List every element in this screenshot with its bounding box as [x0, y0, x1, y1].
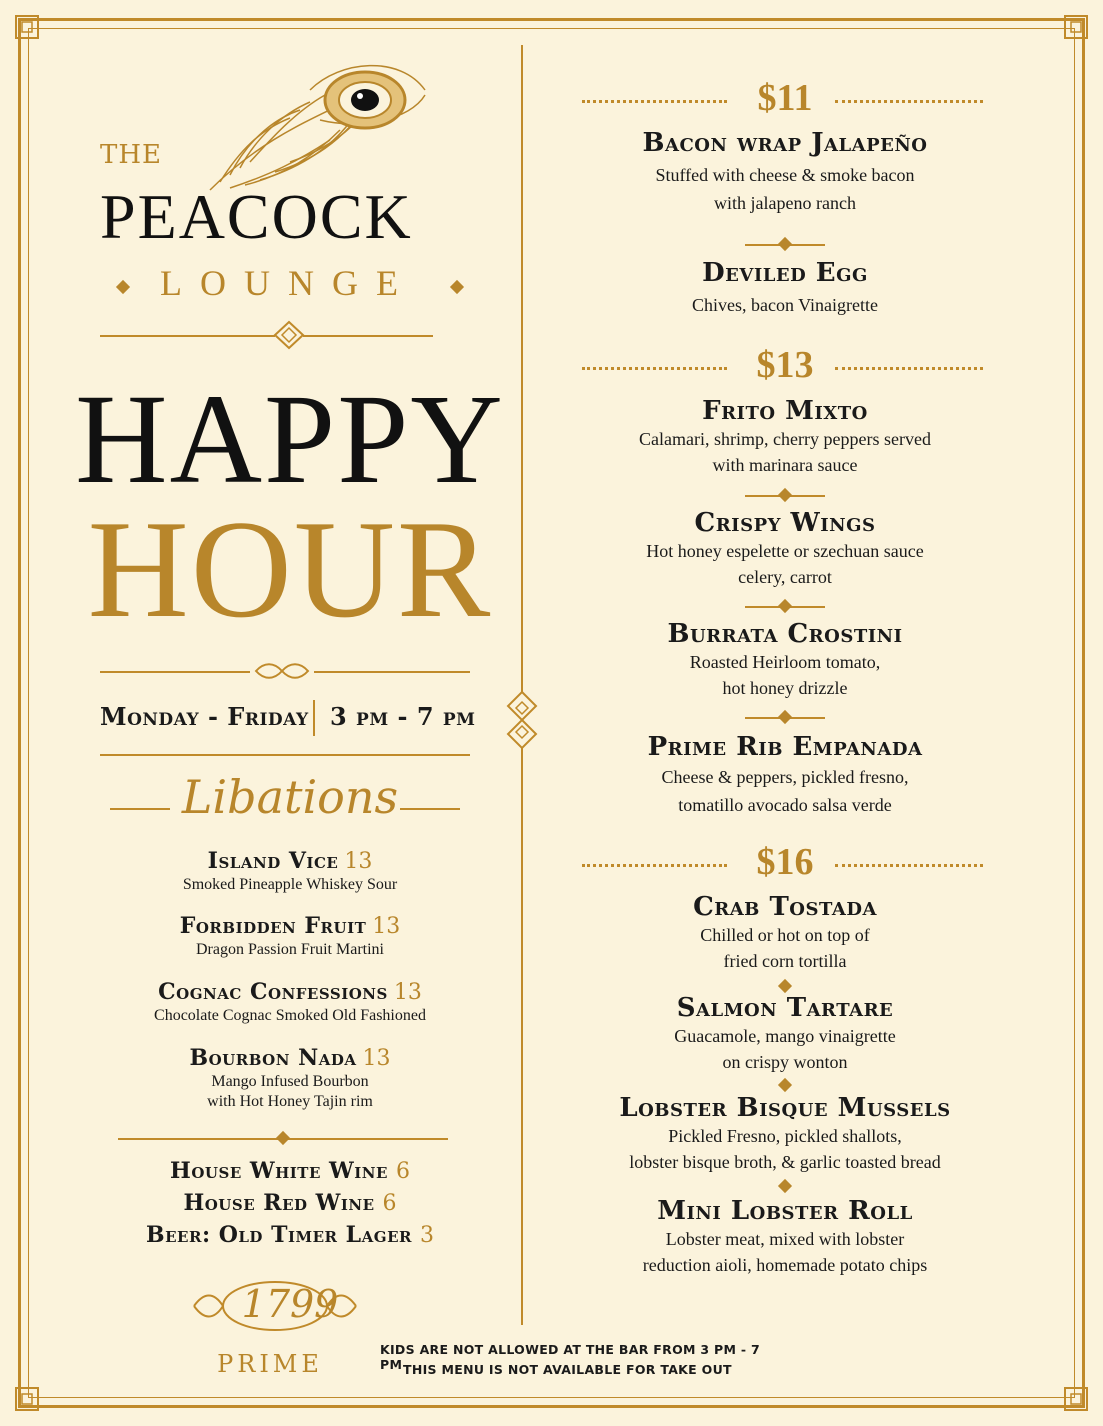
- wine-name: House White Wine: [170, 1158, 388, 1184]
- wine-item: [60, 1222, 520, 1248]
- wine-name: House Red Wine: [183, 1190, 375, 1216]
- divider-line: [100, 671, 250, 673]
- menu-item-desc: on crispy wonton: [722, 1052, 848, 1072]
- menu-item-desc: hot honey drizzle: [722, 678, 848, 698]
- divider-line: [100, 754, 470, 756]
- menu-item-name: Salmon Tartare: [676, 993, 894, 1023]
- wine-price: 6: [382, 1191, 397, 1216]
- logo-peacock: PEACOCK: [100, 181, 413, 252]
- menu-item-name: Deviled Egg: [702, 258, 868, 288]
- drink-desc: Mango Infused Bourbon: [211, 1073, 369, 1090]
- schedule-separator: [313, 700, 315, 736]
- menu-item-desc: tomatillo avocado salsa verde: [678, 795, 892, 815]
- brand-year: 1799: [241, 1282, 339, 1326]
- menu-item-desc: Guacamole, mango vinaigrette: [674, 1026, 896, 1046]
- drink-price: 13: [362, 1046, 391, 1071]
- footer-notice: THIS MENU IS NOT AVAILABLE FOR TAKE OUT: [403, 1362, 732, 1377]
- divider-knot-icon: [506, 690, 538, 750]
- menu-item-desc: fried corn tortilla: [723, 951, 847, 971]
- peacock-feather-icon: [200, 50, 430, 200]
- dotted-rule: [835, 367, 983, 370]
- happy-title: HAPPY: [75, 368, 505, 510]
- wine-item: [60, 1190, 520, 1216]
- menu-item-desc: Hot honey espelette or szechuan sauce: [646, 541, 924, 561]
- libations-heading: Libations: [181, 770, 399, 824]
- menu-item-desc: reduction aioli, homemade potato chips: [642, 1255, 928, 1275]
- menu-item-desc: Stuffed with cheese & smoke bacon: [655, 165, 915, 185]
- drink-desc: Chocolate Cognac Smoked Old Fashioned: [154, 1007, 426, 1024]
- drink-name: Cognac Confessions: [158, 979, 388, 1005]
- price-tier-heading: $13: [756, 344, 814, 386]
- dotted-rule: [835, 864, 983, 867]
- drink-name: Bourbon Nada: [189, 1045, 357, 1071]
- menu-item-name: Frito Mixto: [702, 396, 868, 426]
- divider-line: [400, 808, 460, 810]
- menu-item: [560, 128, 1010, 216]
- menu-item-name: Crispy Wings: [694, 508, 876, 538]
- drink-desc: Smoked Pineapple Whiskey Sour: [182, 876, 398, 893]
- menu-item-name: Lobster Bisque Mussels: [619, 1093, 951, 1123]
- menu-item-desc: celery, carrot: [738, 567, 832, 587]
- menu-item-desc: Lobster meat, mixed with lobster: [665, 1229, 905, 1249]
- ornament-icon: [273, 320, 305, 350]
- menu-item: [560, 508, 1010, 590]
- menu-item-desc: Chives, bacon Vinaigrette: [691, 295, 879, 315]
- drink-price: 13: [372, 914, 401, 939]
- wine-price: 3: [419, 1223, 434, 1248]
- price-tier-heading: $16: [756, 841, 814, 883]
- drink-item: [60, 848, 520, 894]
- footer-notice: KIDS ARE NOT ALLOWED AT THE BAR FROM 3 PM - 7 PM: [380, 1342, 761, 1372]
- schedule-times: 3 pm - 7 pm: [330, 702, 476, 731]
- menu-item-desc: with marinara sauce: [712, 455, 858, 475]
- corner-ornament-icon: [1045, 1368, 1091, 1414]
- wine-price: 6: [395, 1159, 410, 1184]
- menu-item: [560, 619, 1010, 701]
- menu-item: [560, 892, 1010, 974]
- menu-item-desc: Cheese & peppers, pickled fresno,: [661, 767, 909, 787]
- menu-item-desc: Roasted Heirloom tomato,: [689, 652, 881, 672]
- menu-item: [560, 732, 1010, 818]
- price-tier-heading: $11: [757, 77, 813, 119]
- menu-item-desc: Chilled or hot on top of: [700, 925, 870, 945]
- hour-title: HOUR: [87, 492, 493, 647]
- logo-the: THE: [100, 140, 162, 170]
- menu-item: [560, 993, 1010, 1075]
- corner-ornament-icon: [1045, 12, 1091, 58]
- corner-ornament-icon: [12, 1368, 58, 1414]
- brand-prime: PRIME: [217, 1350, 323, 1378]
- schedule-days: Monday - Friday: [100, 702, 309, 731]
- menu-item-name: Burrata Crostini: [667, 619, 903, 649]
- dotted-rule: [835, 100, 983, 103]
- menu-item-desc: lobster bisque broth, & garlic toasted bread: [629, 1152, 941, 1172]
- drink-desc: with Hot Honey Tajin rim: [207, 1093, 373, 1110]
- drink-desc: Dragon Passion Fruit Martini: [196, 941, 384, 958]
- drink-name: Forbidden Fruit: [179, 913, 367, 939]
- drink-price: 13: [393, 980, 422, 1005]
- menu-item: [560, 396, 1010, 478]
- menu-item-name: Bacon wrap Jalapeño: [642, 128, 928, 158]
- ornament-icon: [252, 660, 312, 682]
- divider-line: [303, 335, 433, 337]
- menu-item-desc: Pickled Fresno, pickled shallots,: [668, 1126, 902, 1146]
- menu-item: [560, 1093, 1010, 1175]
- drink-item: [60, 913, 520, 959]
- drink-item: [60, 979, 520, 1025]
- menu-item: [560, 1196, 1010, 1278]
- corner-ornament-icon: [12, 12, 58, 58]
- menu-item-name: Crab Tostada: [693, 892, 877, 922]
- menu-item-name: Mini Lobster Roll: [657, 1196, 913, 1226]
- menu-item-desc: Calamari, shrimp, cherry peppers served: [639, 429, 931, 449]
- wine-item: [60, 1158, 520, 1184]
- drink-name: Island Vice: [207, 848, 339, 874]
- wine-name: Beer: Old Timer Lager: [146, 1222, 412, 1248]
- center-divider: [521, 45, 523, 1325]
- menu-item-desc: with jalapeno ranch: [714, 193, 856, 213]
- divider-line: [314, 671, 470, 673]
- menu-item-name: Prime Rib Empanada: [647, 732, 923, 762]
- logo-lounge: LOUNGE: [160, 263, 416, 303]
- menu-item: [560, 258, 1010, 318]
- divider-line: [100, 335, 275, 337]
- drink-price: 13: [344, 849, 373, 874]
- drink-item: [60, 1045, 520, 1111]
